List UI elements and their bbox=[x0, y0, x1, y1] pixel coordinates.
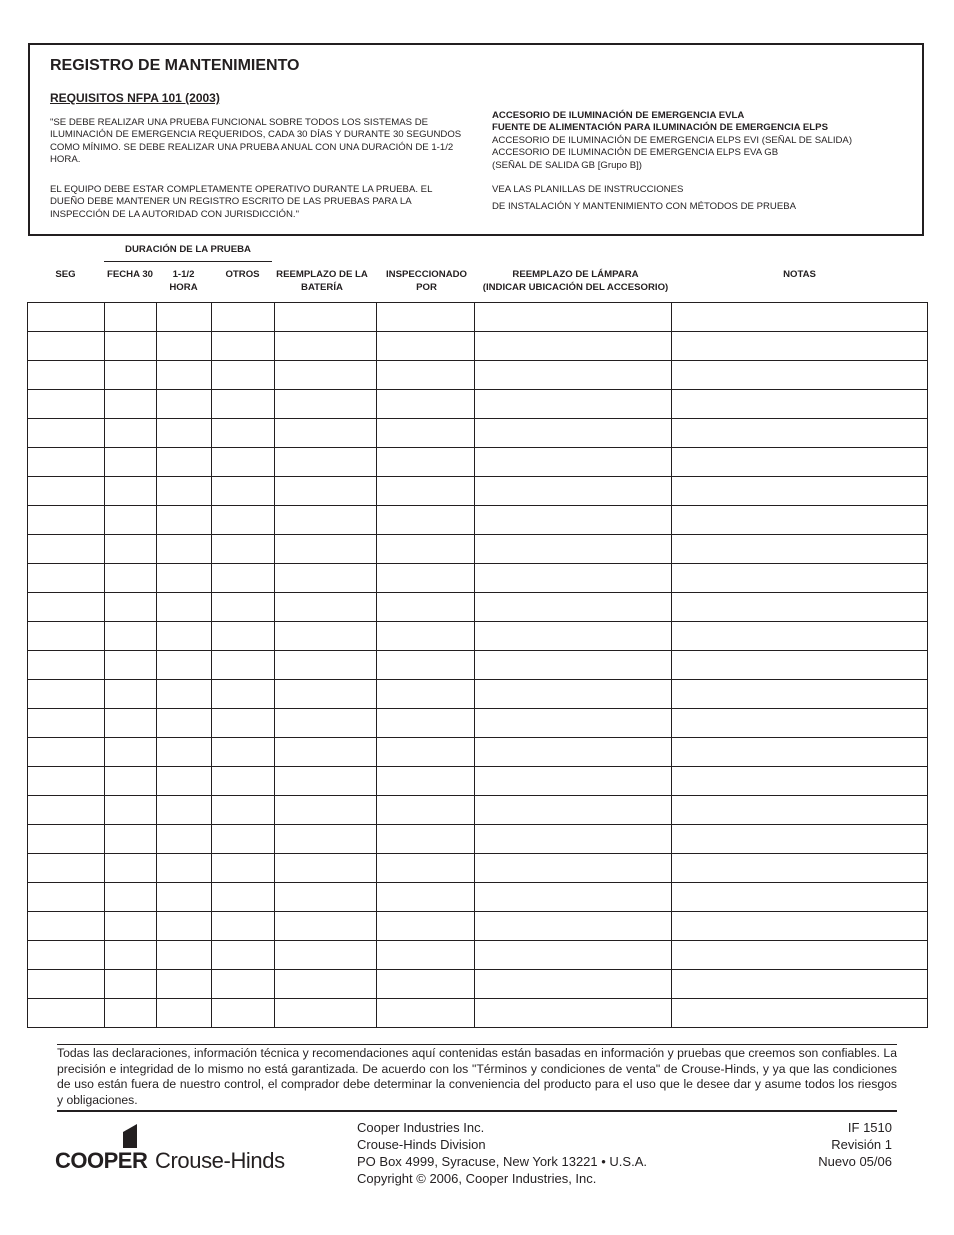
column-header-fecha-30: FECHA 30 bbox=[106, 269, 154, 280]
cooper-crouse-hinds-logo bbox=[55, 1124, 315, 1174]
column-header-bateria bbox=[270, 268, 374, 294]
grid-column-line bbox=[104, 302, 105, 1027]
grid-row-line bbox=[27, 969, 928, 970]
address-line: Copyright © 2006, Cooper Industries, Inc. bbox=[357, 1171, 597, 1186]
column-header-inspeccionado bbox=[376, 268, 477, 294]
column-header-hora bbox=[156, 268, 211, 294]
grid-row-line bbox=[27, 418, 928, 419]
document-revision bbox=[818, 1119, 892, 1170]
disclaimer-text: Todas las declaraciones, información técnica y recomendaciones aquí contenidas están basadas en información y pruebas que creemos son confiables. La precisión e integridad de lo mismo no está garantizada. De acuerdo con los "Términos y condiciones de venta" de Crouse-Hinds, y ya que las condiciones de uso están fuera de nuestro control, el comprador debe determinar la conveniencia del producto para el uso que le desee dar y asume todos los riesgos y obligaciones. bbox=[57, 1046, 897, 1107]
document-title: REGISTRO DE MANTENIMIENTO bbox=[50, 57, 300, 74]
grid-row-line bbox=[27, 911, 928, 912]
maintenance-log-grid bbox=[27, 302, 928, 1027]
grid-row-line bbox=[27, 360, 928, 361]
grid-row-line bbox=[27, 505, 928, 506]
logo-crouse-hinds-text: Crouse-Hinds bbox=[155, 1148, 285, 1173]
revision-line: Nuevo 05/06 bbox=[818, 1154, 892, 1169]
grid-row-line bbox=[27, 592, 928, 593]
address-line: PO Box 4999, Syracuse, New York 13221 • U.S.A. bbox=[357, 1154, 647, 1169]
grid-row-line bbox=[27, 447, 928, 448]
grid-column-line bbox=[474, 302, 475, 1027]
grid-column-line bbox=[671, 302, 672, 1027]
column-header-seg: SEG bbox=[55, 269, 76, 280]
column-header-hora-line-2: HORA bbox=[169, 282, 198, 293]
address-line: Cooper Industries Inc. bbox=[357, 1120, 485, 1135]
grid-column-line bbox=[376, 302, 377, 1027]
product-item: ACCESORIO DE ILUMINACIÓN DE EMERGENCIA ELPS EVI (SEÑAL DE SALIDA) bbox=[492, 134, 853, 146]
column-header-notas: NOTAS bbox=[783, 269, 816, 280]
grid-row-line bbox=[27, 795, 928, 796]
group-header-rule bbox=[104, 261, 272, 262]
column-header-lampara-line-1: REEMPLAZO DE LÁMPARA bbox=[512, 269, 639, 280]
column-header-hora-line-1: 1-1/2 bbox=[172, 269, 195, 280]
grid-column-line bbox=[927, 302, 928, 1027]
grid-row-line bbox=[27, 476, 928, 477]
address-line: Crouse-Hinds Division bbox=[357, 1137, 486, 1152]
grid-row-line bbox=[27, 882, 928, 883]
instructions-note-line-1: VEA LAS PLANILLAS DE INSTRUCCIONES bbox=[492, 184, 684, 195]
grid-row-line bbox=[27, 940, 928, 941]
grid-row-line bbox=[27, 1027, 928, 1028]
logo-cooper-text: COOPER bbox=[55, 1148, 148, 1173]
revision-line: Revisión 1 bbox=[831, 1137, 892, 1152]
grid-row-line bbox=[27, 708, 928, 709]
grid-row-line bbox=[27, 389, 928, 390]
grid-row-line bbox=[27, 563, 928, 564]
group-header-test-duration: DURACIÓN DE LA PRUEBA bbox=[125, 244, 251, 255]
grid-row-line bbox=[27, 534, 928, 535]
requirements-title: REQUISITOS NFPA 101 (2003) bbox=[50, 91, 220, 105]
column-header-inspeccionado-line-1: INSPECCIONADO bbox=[385, 269, 468, 280]
column-header-inspeccionado-line-2: POR bbox=[416, 282, 437, 293]
grid-column-line bbox=[274, 302, 275, 1027]
grid-row-line bbox=[27, 853, 928, 854]
column-header-otros: OTROS bbox=[225, 269, 260, 280]
product-item: (SEÑAL DE SALIDA GB [Grupo B]) bbox=[492, 159, 643, 171]
grid-row-line bbox=[27, 331, 928, 332]
column-header-lampara-line-2: (INDICAR UBICACIÓN DEL ACCESORIO) bbox=[482, 282, 669, 293]
grid-row-line bbox=[27, 650, 928, 651]
nfpa-quote-paragraph-1: "SE DEBE REALIZAR UNA PRUEBA FUNCIONAL SOBRE TODOS LOS SISTEMAS DE ILUMINACIÓN DE EMERGENCIA REQUERIDOS, CADA 30 DÍAS Y DURANTE 30 SEGUNDOS COMO MÍNIMO. SE DEBE REALIZAR UNA PRUEBA ANUAL CON UNA DURACIÓN DE 1-1/2 HORA. bbox=[50, 117, 462, 166]
product-item: ACCESORIO DE ILUMINACIÓN DE EMERGENCIA EVLA bbox=[492, 110, 745, 121]
grid-row-line bbox=[27, 998, 928, 999]
grid-row-line bbox=[27, 302, 928, 303]
grid-row-line bbox=[27, 766, 928, 767]
grid-row-line bbox=[27, 824, 928, 825]
disclaimer-bottom-rule bbox=[57, 1110, 897, 1112]
column-header-bateria-line-2: BATERÍA bbox=[301, 282, 343, 293]
product-item: ACCESORIO DE ILUMINACIÓN DE EMERGENCIA ELPS EVA GB bbox=[492, 147, 779, 159]
grid-column-line bbox=[211, 302, 212, 1027]
header-box bbox=[28, 43, 924, 236]
disclaimer-top-rule bbox=[57, 1044, 897, 1045]
nfpa-quote-paragraph-2: EL EQUIPO DEBE ESTAR COMPLETAMENTE OPERATIVO DURANTE LA PRUEBA. EL DUEÑO DEBE MANTENER UN REGISTRO ESCRITO DE LAS PRUEBAS PARA LA INSPECCIÓN DE LA AUTORIDAD CON JURISDICCIÓN." bbox=[50, 184, 433, 220]
column-header-bateria-line-1: REEMPLAZO DE LA bbox=[276, 269, 368, 280]
logo-mark-icon bbox=[123, 1124, 137, 1148]
product-list bbox=[492, 110, 912, 172]
grid-column-line bbox=[156, 302, 157, 1027]
instructions-note-line-2: DE INSTALACIÓN Y MANTENIMIENTO CON MÉTODOS DE PRUEBA bbox=[492, 201, 797, 212]
revision-line: IF 1510 bbox=[847, 1120, 892, 1135]
grid-column-line bbox=[27, 302, 28, 1027]
company-address bbox=[357, 1119, 647, 1187]
grid-row-line bbox=[27, 679, 928, 680]
grid-row-line bbox=[27, 737, 928, 738]
grid-row-line bbox=[27, 621, 928, 622]
column-header-lampara bbox=[474, 268, 677, 294]
product-item: FUENTE DE ALIMENTACIÓN PARA ILUMINACIÓN DE EMERGENCIA ELPS bbox=[492, 122, 828, 134]
